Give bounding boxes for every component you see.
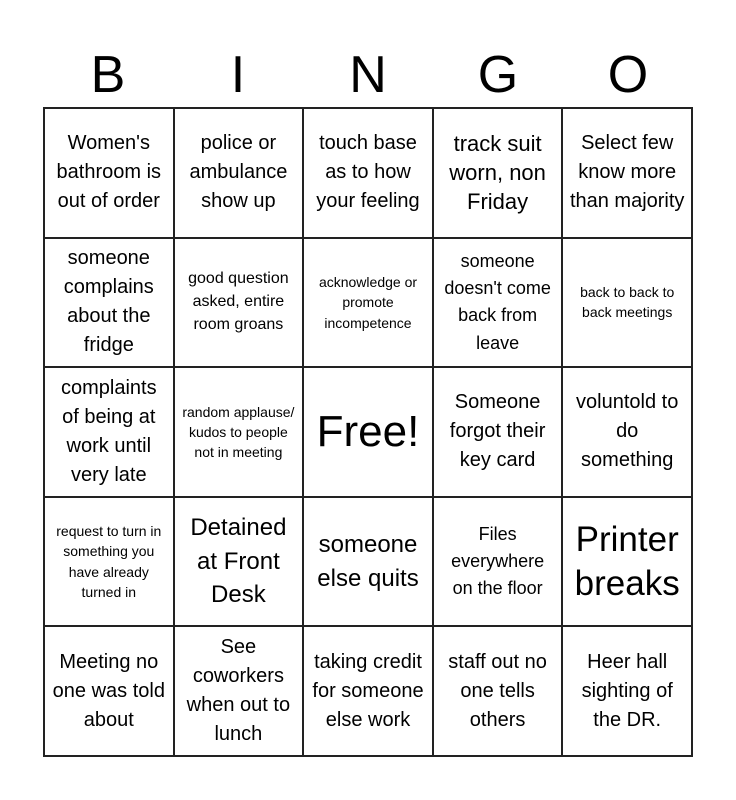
- cell-text: police or ambulance show up: [189, 132, 288, 213]
- cell-text: random applause/ kudos to people not in meeting: [182, 403, 295, 461]
- bingo-cell[interactable]: [303, 238, 433, 368]
- cell-text: complaints of being at work until very late: [60, 376, 157, 486]
- cell-text: Heer hall sighting of the DR.: [581, 650, 673, 731]
- cell-text: taking credit for someone else work: [312, 650, 424, 731]
- header-letter-g: G: [477, 46, 519, 104]
- header-letter-o: O: [607, 46, 649, 104]
- cell-text: staff out no one tells others: [448, 650, 547, 731]
- cell-text: voluntold to do something: [576, 391, 679, 472]
- bingo-cell[interactable]: [44, 238, 174, 368]
- header-letter-i: I: [230, 46, 246, 104]
- cell-text: Files everywhere on the floor: [451, 523, 545, 599]
- bingo-cell[interactable]: [44, 497, 174, 627]
- cell-text: request to turn in something you have already turned in: [56, 523, 162, 600]
- cell-text: Meeting no one was told about: [52, 650, 165, 731]
- header-letter-b: B: [90, 46, 126, 104]
- bingo-cell[interactable]: [174, 626, 304, 756]
- bingo-cell[interactable]: [174, 367, 304, 497]
- bingo-cell[interactable]: [562, 497, 692, 627]
- bingo-cell-free[interactable]: [303, 367, 433, 497]
- cell-text: Women's bathroom is out of order: [56, 132, 162, 213]
- cell-text: Printer breaks: [574, 519, 680, 603]
- bingo-cell[interactable]: [303, 626, 433, 756]
- cell-text: acknowledge or promote incompetence: [318, 273, 418, 331]
- cell-text: good question asked, entire room groans: [188, 270, 289, 333]
- bingo-cell[interactable]: [174, 497, 304, 627]
- cell-text: See coworkers when out to lunch: [186, 636, 291, 746]
- bingo-cell[interactable]: [303, 108, 433, 238]
- bingo-cell[interactable]: [174, 108, 304, 238]
- bingo-cell[interactable]: [433, 367, 563, 497]
- bingo-cell[interactable]: [44, 108, 174, 238]
- cell-text: Detained at Front Desk: [190, 514, 287, 609]
- cell-text: someone complains about the fridge: [63, 247, 154, 357]
- cell-text: back to back to back meetings: [580, 284, 675, 321]
- bingo-cell[interactable]: [562, 626, 692, 756]
- bingo-cell[interactable]: [433, 626, 563, 756]
- bingo-cell[interactable]: [433, 497, 563, 627]
- bingo-header: [43, 40, 693, 108]
- bingo-cell[interactable]: [433, 108, 563, 238]
- header-letter-n: N: [349, 46, 387, 104]
- free-space-label: Free!: [316, 406, 420, 456]
- cell-text: Select few know more than majority: [569, 132, 685, 213]
- cell-text: touch base as to how your feeling: [316, 132, 420, 213]
- bingo-cell[interactable]: [174, 238, 304, 368]
- bingo-cell[interactable]: [433, 238, 563, 368]
- cell-text: track suit worn, non Friday: [449, 131, 546, 215]
- bingo-cell[interactable]: [44, 626, 174, 756]
- bingo-board: [43, 107, 693, 757]
- cell-text: Someone forgot their key card: [449, 391, 546, 472]
- bingo-cell[interactable]: [303, 497, 433, 627]
- bingo-cell[interactable]: [562, 367, 692, 497]
- cell-text: someone else quits: [317, 531, 419, 592]
- cell-text: someone doesn't come back from leave: [444, 250, 551, 353]
- bingo-cell[interactable]: [44, 367, 174, 497]
- bingo-cell[interactable]: [562, 238, 692, 368]
- bingo-cell[interactable]: [562, 108, 692, 238]
